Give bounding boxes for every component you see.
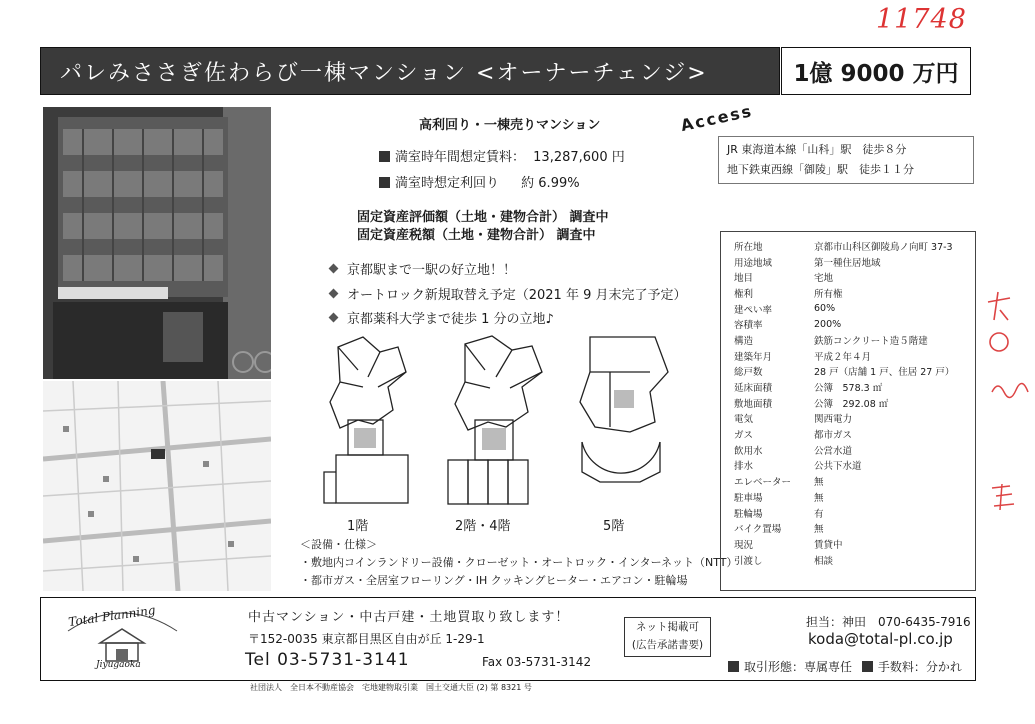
rent-value: 13,287,600 円: [533, 150, 625, 165]
diamond-bullet-icon: [329, 289, 339, 299]
spec-key: エレベーター: [734, 477, 792, 489]
spec-value: 鉄筋コンクリート造５階建: [814, 335, 928, 347]
spec-value: 28 戸（店舗 1 戸、住居 27 戸）: [814, 367, 955, 379]
spec-row: [726, 238, 970, 254]
spec-row: [726, 552, 970, 568]
logo-subtext: Jiyugaoka: [96, 660, 141, 670]
spec-row: [726, 316, 970, 332]
company-logo: [60, 603, 185, 673]
spec-key: 用途地域: [734, 257, 773, 269]
handwritten-reference-number: 11748: [876, 4, 967, 35]
spec-value: 宅地: [814, 273, 834, 285]
building-photo: [43, 107, 271, 379]
diamond-bullet-icon: [329, 264, 339, 274]
deal-type: 取引形態：専属専任: [744, 660, 853, 674]
spec-key: 駐車場: [734, 492, 763, 504]
spec-key: バイク置場: [734, 524, 782, 536]
access-box: [718, 136, 974, 184]
point-1: 京都駅まで一駅の好立地！！: [330, 259, 516, 278]
staff-contact: 担当：神田 070-6435-7916: [806, 615, 971, 629]
slogan: 中古マンション・中古戸建・土地買取り致します！: [248, 610, 570, 625]
spec-key: 駐輪場: [734, 508, 763, 520]
spec-row: [726, 364, 970, 380]
net-listing-box: [624, 617, 711, 657]
spec-table: [720, 231, 976, 591]
access-label: Access: [679, 101, 755, 135]
facilities: [300, 536, 738, 590]
spec-row: [726, 458, 970, 474]
access-line-subway: 地下鉄東西線「御陵」駅 徒歩１１分: [727, 163, 914, 176]
spec-value: 公簿 292.08 ㎡: [814, 398, 889, 410]
floor-plan-5f: [570, 332, 670, 514]
floor-label-1f: 1階: [347, 519, 369, 534]
spec-key: 敷地面積: [734, 398, 773, 410]
tax-assessment: 固定資産評価額（土地・建物合計） 調査中: [357, 210, 609, 225]
handwritten-note-scribble-2: [988, 482, 1018, 516]
floor-plan-2f-4f: [440, 332, 550, 514]
spec-row: [726, 520, 970, 536]
spec-row: [726, 269, 970, 285]
spec-row: [726, 348, 970, 364]
spec-value: 第一種住居地域: [814, 257, 881, 269]
rent-label: 満室時年間想定賃料：: [395, 150, 526, 165]
spec-key: 現況: [734, 539, 754, 551]
facilities-line-2: ・都市ガス・全居室フローリング・IH クッキングヒーター・エアコン・駐輪場: [300, 574, 688, 587]
price-box: [781, 47, 971, 95]
company-fax: Fax 03-5731-3142: [482, 655, 592, 669]
company-tel: Tel 03-5731-3141: [245, 650, 410, 670]
spec-value: 所有権: [814, 288, 843, 300]
spec-row: [726, 505, 970, 521]
yield-row: [379, 172, 580, 191]
logo-text: Total Planning: [67, 602, 157, 630]
spec-value: 無: [814, 477, 824, 489]
property-title: パレみささぎ佐わらび一棟マンション <オーナーチェンジ>: [60, 61, 708, 86]
spec-value: 公共下水道: [814, 461, 862, 473]
square-bullet-icon: [379, 177, 390, 188]
spec-key: 延床面積: [734, 383, 773, 395]
spec-value: 200%: [814, 318, 842, 330]
tax-amount: 固定資産税額（土地・建物合計） 調査中: [357, 228, 596, 243]
access-line-jr: JR 東海道本線「山科」駅 徒歩８分: [727, 143, 907, 156]
spec-row: [726, 426, 970, 442]
square-bullet-icon: [379, 151, 390, 162]
spec-key: 所在地: [734, 241, 763, 253]
spec-value: 無: [814, 524, 824, 536]
floor-plan-1f: [318, 332, 413, 514]
spec-row: [726, 411, 970, 427]
spec-key: 権利: [734, 288, 754, 300]
spec-key: 引渡し: [734, 555, 763, 567]
facilities-line-1: ・敷地内コインランドリー設備・クローゼット・オートロック・インターネット（NTT）: [300, 556, 738, 569]
rent-row: [379, 146, 625, 165]
company-address: 〒152-0035 東京都目黒区自由が丘 1-29-1: [248, 632, 485, 646]
staff-email: koda@total-pl.co.jp: [808, 630, 953, 648]
spec-row: [726, 332, 970, 348]
fee-terms: 手数料：分かれ: [877, 660, 962, 674]
spec-key: 飲用水: [734, 445, 763, 457]
spec-value: 公営水道: [814, 445, 853, 457]
spec-value: 相談: [814, 555, 834, 567]
spec-key: 容積率: [734, 320, 763, 332]
square-bullet-icon: [862, 661, 873, 672]
point-3: 京都薬科大学まで徒歩 1 分の立地♪: [330, 308, 554, 327]
spec-key: 総戸数: [734, 367, 763, 379]
spec-row: [726, 379, 970, 395]
spec-value: 平成２年４月: [814, 351, 872, 363]
floor-label-5f: 5階: [603, 519, 625, 534]
headline: 高利回り・一棟売りマンション: [419, 118, 601, 133]
point-2: オートロック新規取替え予定（2021 年 9 月末完了予定）: [330, 284, 687, 303]
spec-row: [726, 285, 970, 301]
yield-value: 約 6.99%: [521, 176, 580, 191]
deal-terms: [728, 658, 962, 675]
spec-value: 公簿 578.3 ㎡: [814, 383, 883, 395]
net-listing-condition: (広告承諾書要): [631, 639, 704, 651]
facilities-label: ＜設備・仕様＞: [300, 538, 377, 551]
spec-value: 有: [814, 508, 824, 520]
spec-value: 京都市山科区御陵鳥ノ向町 37-3: [814, 241, 953, 253]
price: 1億 9000 万円: [793, 60, 959, 87]
spec-key: 建築年月: [734, 351, 773, 363]
spec-key: 地目: [734, 273, 754, 285]
spec-key: 電気: [734, 414, 754, 426]
spec-row: [726, 301, 970, 317]
spec-row: [726, 442, 970, 458]
spec-row: [726, 473, 970, 489]
spec-key: 排水: [734, 461, 754, 473]
diamond-bullet-icon: [329, 313, 339, 323]
floor-label-2f-4f: 2階・4階: [455, 519, 511, 534]
handwritten-note-mark: [984, 290, 1014, 365]
yield-label: 満室時想定利回り: [395, 176, 500, 191]
spec-value: 無: [814, 492, 824, 504]
spec-value: 都市ガス: [814, 430, 853, 442]
spec-value: 関西電力: [814, 414, 853, 426]
spec-row: [726, 395, 970, 411]
association-info: 社団法人 全日本不動産協会 宅地建物取引業 国土交通大臣 (2) 第 8321 号: [250, 683, 532, 692]
net-listing-ok: ネット掲載可: [636, 621, 699, 633]
location-map: [43, 381, 271, 591]
spec-key: 建ぺい率: [734, 304, 773, 316]
spec-row: [726, 536, 970, 552]
spec-value: 賃貸中: [814, 539, 843, 551]
spec-row: [726, 489, 970, 505]
spec-row: [726, 254, 970, 270]
square-bullet-icon: [728, 661, 739, 672]
spec-key: 構造: [734, 335, 754, 347]
spec-value: 60%: [814, 303, 836, 315]
spec-key: ガス: [734, 430, 754, 442]
handwritten-note-scribble-1: [990, 378, 1030, 408]
